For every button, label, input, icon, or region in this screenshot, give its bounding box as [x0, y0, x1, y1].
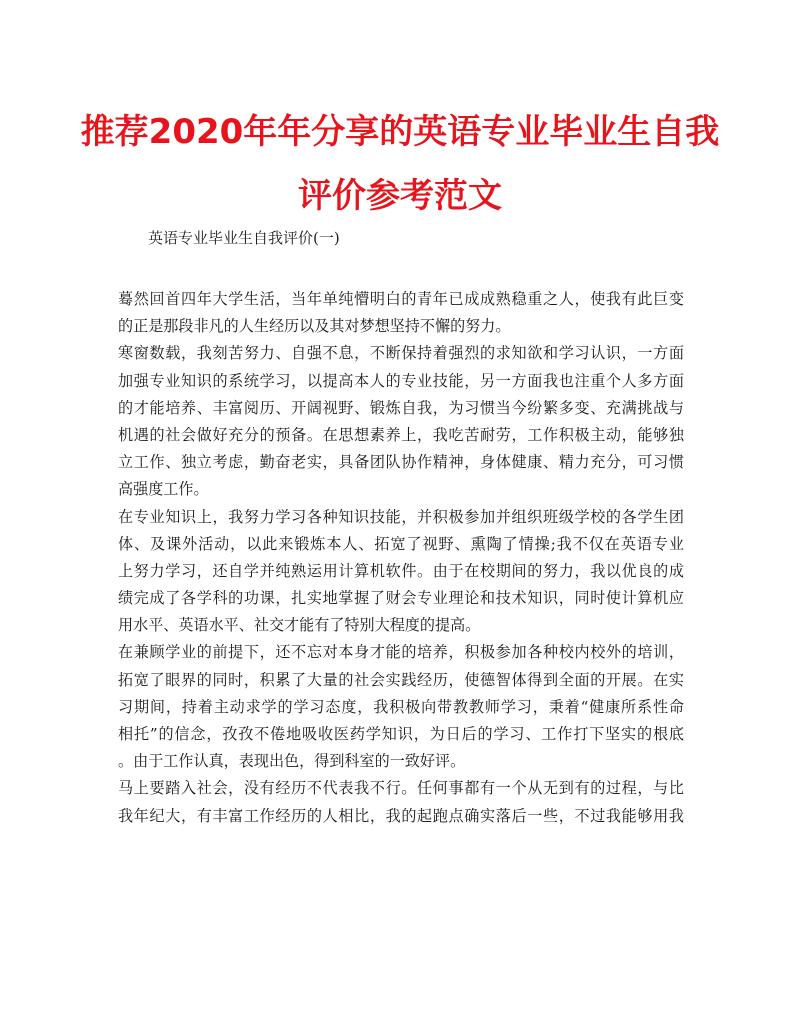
document-title-line-1: 推荐2020年年分享的英语专业毕业生自我 — [80, 112, 720, 152]
body-text-line: 体、及课外活动，以此来锻炼本人、拓宽了视野、熏陶了情操;我不仅在英语专业 — [118, 534, 684, 553]
document-title-line-2: 评价参考范文 — [298, 176, 502, 216]
body-text-line: 马上要踏入社会，没有经历不代表我不行。任何事都有一个从无到有的过程，与比 — [118, 779, 684, 798]
body-text-line: 在专业知识上，我努力学习各种知识技能，并积极参加并组织班级学校的各学生团 — [118, 507, 684, 526]
body-text-line: 蓦然回首四年大学生活，当年单纯懵明白的青年已成成熟稳重之人，使我有此巨变 — [118, 290, 684, 308]
document-subtitle: 英语专业毕业生自我评价(一) — [148, 229, 340, 247]
body-text-line: 寒窗数载，我刻苦努力、自强不息，不断保持着强烈的求知欲和学习认识，一方面 — [118, 344, 684, 363]
body-text-line: 在兼顾学业的前提下，还不忘对本身才能的培养，积极参加各种校内校外的培训， — [118, 643, 684, 662]
body-text-line: 加强专业知识的系统学习，以提高本人的专业技能，另一方面我也注重个人多方面 — [118, 371, 684, 390]
body-text-line: 习期间，持着主动求学的学习态度，我积极向带教教师学习，秉着“健康所系性命 — [118, 697, 684, 716]
body-text-line: 。由于工作认真，表现出色，得到科室的一致好评。 — [118, 752, 466, 771]
body-text-line: 立工作、独立考虑，勤奋老实，具备团队协作精神，身体健康、精力充分，可习惯 — [118, 453, 684, 472]
body-text-line: 的才能培养、丰富阅历、开阔视野、锻炼自我，为习惯当今纷繁多变、充满挑战与 — [118, 398, 684, 417]
body-text-line: 上努力学习，还自学并纯熟运用计算机软件。由于在校期间的努力，我以优良的成 — [118, 561, 684, 580]
body-text-line: 绩完成了各学科的功课，扎实地掌握了财会专业理论和技术知识，同时使计算机应 — [118, 589, 684, 608]
body-text-line: 高强度工作。 — [118, 480, 209, 499]
body-text-line: 相托”的信念，孜孜不倦地吸收医药学知识，为日后的学习、工作打下坚实的根底 — [118, 725, 684, 743]
body-text-line: 用水平、英语水平、社交才能有了特别大程度的提高。 — [118, 616, 481, 635]
body-text-line: 机遇的社会做好充分的预备。在思想素养上，我吃苦耐劳，工作积极主动，能够独 — [118, 425, 684, 444]
body-text-line: 我年纪大，有丰富工作经历的人相比，我的起跑点确实落后一些，不过我能够用我 — [118, 806, 684, 825]
body-text-line: 拓宽了眼界的同时，积累了大量的社会实践经历，使德智体得到全面的开展。在实 — [118, 670, 684, 689]
document-body — [118, 286, 684, 830]
body-text-line: 的正是那段非凡的人生经历以及其对梦想坚持不懈的努力。 — [118, 317, 511, 336]
